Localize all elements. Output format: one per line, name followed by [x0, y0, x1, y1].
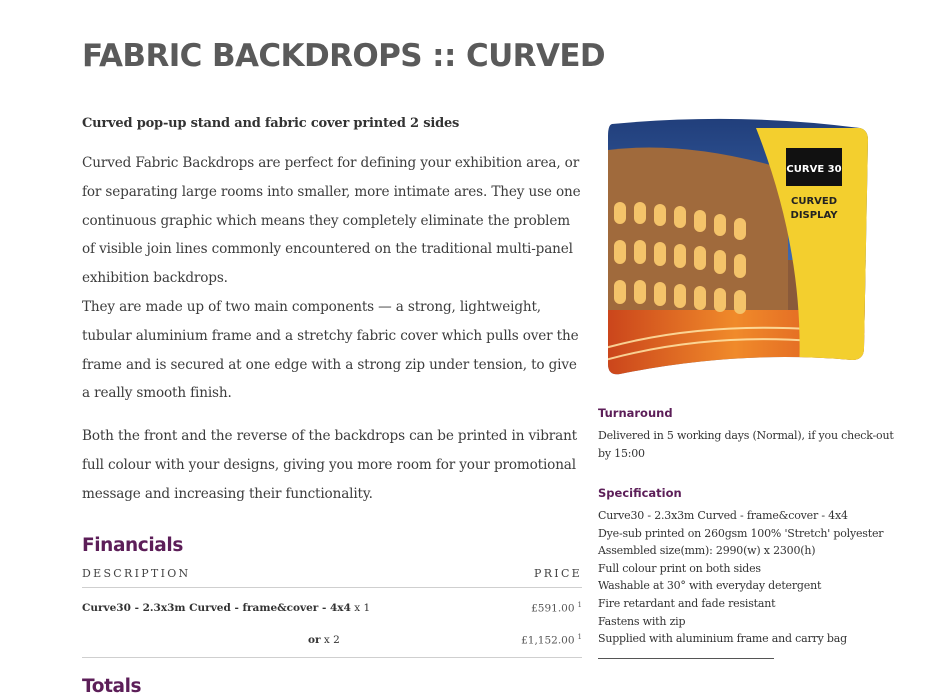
row-qty: x 1	[354, 602, 371, 614]
row-description	[82, 634, 340, 646]
financials-table	[82, 567, 582, 658]
table-row	[82, 593, 582, 623]
product-subtitle: Curved pop-up stand and fabric cover printed 2 sides	[82, 116, 460, 131]
row-product: or	[308, 634, 321, 646]
description-text-1a: Curved Fabric Backdrops are perfect for defining your exhibition area, or for separating large rooms into smaller, more intimate ares. They use one continuous graphic which means they completely eliminate the problem of visible join lines commonly encountered on the traditional multi-panel exhibition backdrops.	[82, 155, 581, 287]
list-item: Assembled size(mm): 2990(w) x 2300(h)	[598, 544, 816, 558]
product-description	[82, 112, 582, 523]
page-title: FABRIC BACKDROPS :: CURVED	[82, 38, 606, 74]
badge-title: CURVE 30	[786, 164, 842, 175]
list-item: Washable at 30° with everyday detergent	[598, 579, 822, 593]
totals-heading: Totals	[82, 676, 142, 697]
list-item: Curve30 - 2.3x3m Curved - frame&cover - 4x4	[598, 509, 848, 522]
description-text-2: Both the front and the reverse of the backdrops can be printed in vibrant full colour with your designs, giving you more room for your promotional message and increasing their functionality.	[82, 428, 577, 502]
row-qty: x 2	[323, 634, 340, 646]
product-image	[598, 110, 872, 388]
specification-section	[598, 486, 898, 659]
list-item: Full colour print on both sides	[598, 561, 761, 575]
column-description: DESCRIPTION	[82, 567, 191, 580]
list-item: Fire retardant and fade resistant	[598, 596, 776, 610]
financials-heading: Financials	[82, 535, 183, 556]
row-price	[521, 633, 582, 647]
list-item: Dye-sub printed on 260gsm 100% 'Stretch' polyester	[598, 526, 884, 540]
financials-header-row	[82, 567, 582, 588]
specification-heading: Specification	[598, 486, 682, 500]
description-text-1b: They are made up of two main components — a strong, lightweight, tubular aluminium frame and a stretchy fabric cover which pulls over the frame and is secured at one edge with a strong zip under tension, to give a really smooth finish.	[82, 298, 579, 402]
row-price-value: £1,152.00	[521, 634, 575, 647]
list-item: Fastens with zip	[598, 614, 686, 628]
row-description	[82, 602, 370, 614]
description-paragraph-2	[82, 422, 582, 508]
list-item: Supplied with aluminium frame and carry bag	[598, 632, 847, 646]
divider	[598, 658, 774, 659]
turnaround-text: Delivered in 5 working days (Normal), if you check-out by 15:00	[598, 429, 894, 460]
badge-line-curved: CURVED	[790, 196, 838, 207]
specification-list	[598, 507, 898, 648]
row-price	[531, 601, 582, 615]
column-price: PRICE	[534, 567, 582, 580]
turnaround-heading: Turnaround	[598, 406, 673, 420]
footnote-mark: 1	[577, 601, 582, 610]
badge-line-display: DISPLAY	[790, 210, 838, 221]
turnaround-section	[598, 406, 898, 462]
row-price-value: £591.00	[531, 602, 575, 615]
table-row	[82, 623, 582, 658]
row-product: Curve30 - 2.3x3m Curved - frame&cover - 4x4	[82, 602, 351, 614]
description-paragraph-1	[82, 149, 582, 408]
footnote-mark: 1	[577, 633, 582, 642]
